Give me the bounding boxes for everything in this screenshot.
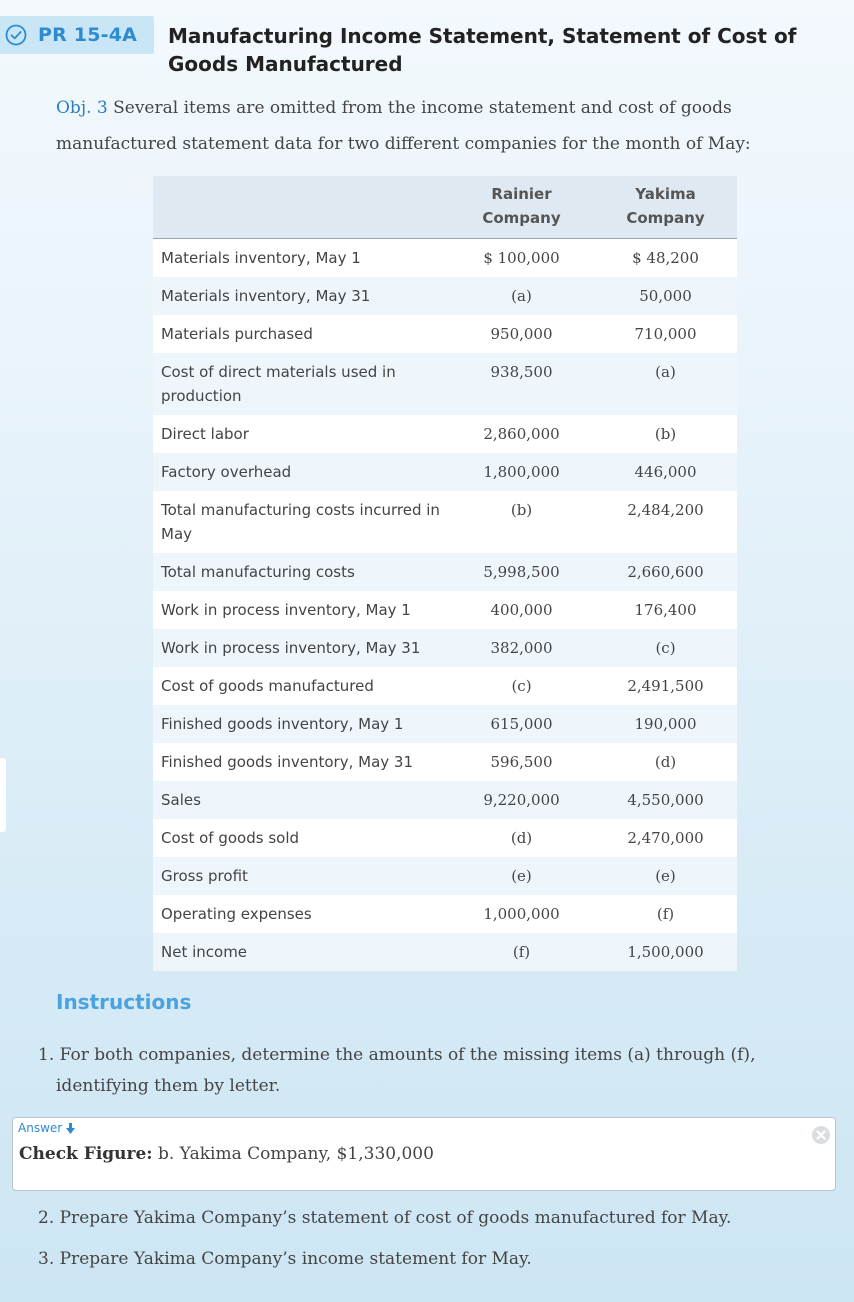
row-label: Direct labor	[153, 415, 449, 453]
column-header-yakima: Yakima Company	[594, 176, 737, 239]
row-label: Finished goods inventory, May 1	[153, 705, 449, 743]
yakima-value: 2,470,000	[594, 819, 737, 857]
table-row	[153, 239, 737, 278]
answer-label-text: Answer	[18, 1121, 63, 1135]
instruction-step-3: 3. Prepare Yakima Company’s income statement for May.	[38, 1249, 532, 1269]
rainier-value: (e)	[449, 857, 594, 895]
rainier-value: 615,000	[449, 705, 594, 743]
row-label: Factory overhead	[153, 453, 449, 491]
row-label: Net income	[153, 933, 449, 971]
yakima-value: (c)	[594, 629, 737, 667]
rainier-value: 5,998,500	[449, 553, 594, 591]
data-table	[153, 176, 737, 971]
yakima-value: $ 48,200	[594, 239, 737, 278]
table-row	[153, 353, 737, 415]
row-label: Gross profit	[153, 857, 449, 895]
page-title: Manufacturing Income Statement, Statement of Cost of Goods Manufactured	[168, 24, 797, 76]
table-row	[153, 743, 737, 781]
yakima-value: 50,000	[594, 277, 737, 315]
table-row	[153, 857, 737, 895]
yakima-value: 2,491,500	[594, 667, 737, 705]
row-label: Materials inventory, May 1	[153, 239, 449, 278]
yakima-value: 4,550,000	[594, 781, 737, 819]
check-circle-icon	[5, 24, 27, 46]
row-label: Work in process inventory, May 31	[153, 629, 449, 667]
check-figure	[19, 1144, 434, 1164]
yakima-value: 710,000	[594, 315, 737, 353]
row-label: Total manufacturing costs	[153, 553, 449, 591]
column-header-rainier: Rainier Company	[449, 176, 594, 239]
step-1-line-1: 1. For both companies, determine the amounts of the missing items (a) through (f),	[38, 1045, 756, 1065]
yakima-value: 176,400	[594, 591, 737, 629]
row-label: Total manufacturing costs incurred in May	[153, 491, 449, 553]
row-label: Operating expenses	[153, 895, 449, 933]
rainier-value: 400,000	[449, 591, 594, 629]
yakima-value: 2,484,200	[594, 491, 737, 553]
rainier-value: 596,500	[449, 743, 594, 781]
check-figure-label: Check Figure:	[19, 1144, 153, 1164]
instruction-step-1	[38, 1040, 798, 1102]
intro-text: Several items are omitted from the income statement and cost of goods manufactured statement data for two different companies for the month of May:	[56, 98, 751, 154]
rainier-value: (d)	[449, 819, 594, 857]
row-label: Work in process inventory, May 1	[153, 591, 449, 629]
table-row	[153, 277, 737, 315]
table-row	[153, 705, 737, 743]
table-row	[153, 315, 737, 353]
rainier-value: 950,000	[449, 315, 594, 353]
table-row	[153, 453, 737, 491]
rainier-value: 1,000,000	[449, 895, 594, 933]
yakima-value: (e)	[594, 857, 737, 895]
problem-header	[0, 8, 854, 78]
problem-number: PR 15-4A	[38, 24, 138, 46]
rainier-value: (a)	[449, 277, 594, 315]
yakima-value: 446,000	[594, 453, 737, 491]
answer-panel	[12, 1117, 836, 1191]
table-row	[153, 591, 737, 629]
side-tab[interactable]	[0, 758, 6, 832]
rainier-value: $ 100,000	[449, 239, 594, 278]
objective-link[interactable]: Obj. 3	[56, 98, 108, 118]
check-figure-value: b. Yakima Company, $1,330,000	[157, 1144, 434, 1164]
rainier-value: 2,860,000	[449, 415, 594, 453]
yakima-value: (b)	[594, 415, 737, 453]
table-row	[153, 415, 737, 453]
row-label: Cost of goods manufactured	[153, 667, 449, 705]
table-row	[153, 553, 737, 591]
problem-badge[interactable]	[0, 16, 154, 54]
problem-intro	[56, 90, 816, 162]
table-row	[153, 667, 737, 705]
yakima-value: (f)	[594, 895, 737, 933]
table-row	[153, 491, 737, 553]
step-1-line-2: identifying them by letter.	[56, 1076, 281, 1096]
rainier-value: 9,220,000	[449, 781, 594, 819]
arrow-down-icon	[66, 1123, 75, 1134]
yakima-value: 2,660,600	[594, 553, 737, 591]
row-label: Cost of goods sold	[153, 819, 449, 857]
instructions-heading: Instructions	[56, 990, 192, 1014]
header-blank	[153, 176, 449, 239]
rainier-value: 1,800,000	[449, 453, 594, 491]
table-row	[153, 781, 737, 819]
rainier-value: (b)	[449, 491, 594, 553]
rainier-value: (c)	[449, 667, 594, 705]
row-label: Finished goods inventory, May 31	[153, 743, 449, 781]
row-label: Cost of direct materials used in production	[153, 353, 449, 415]
yakima-value: 1,500,000	[594, 933, 737, 971]
rainier-value: 382,000	[449, 629, 594, 667]
instruction-step-2: 2. Prepare Yakima Company’s statement of cost of goods manufactured for May.	[38, 1208, 732, 1228]
yakima-value: (d)	[594, 743, 737, 781]
table-row	[153, 895, 737, 933]
row-label: Sales	[153, 781, 449, 819]
table-row	[153, 933, 737, 971]
row-label: Materials purchased	[153, 315, 449, 353]
yakima-value: (a)	[594, 353, 737, 415]
yakima-value: 190,000	[594, 705, 737, 743]
row-label: Materials inventory, May 31	[153, 277, 449, 315]
rainier-value: 938,500	[449, 353, 594, 415]
close-circle-icon[interactable]	[811, 1125, 831, 1145]
rainier-value: (f)	[449, 933, 594, 971]
table-row	[153, 629, 737, 667]
table-row	[153, 819, 737, 857]
answer-toggle[interactable]	[18, 1121, 75, 1135]
table-header-row	[153, 176, 737, 239]
